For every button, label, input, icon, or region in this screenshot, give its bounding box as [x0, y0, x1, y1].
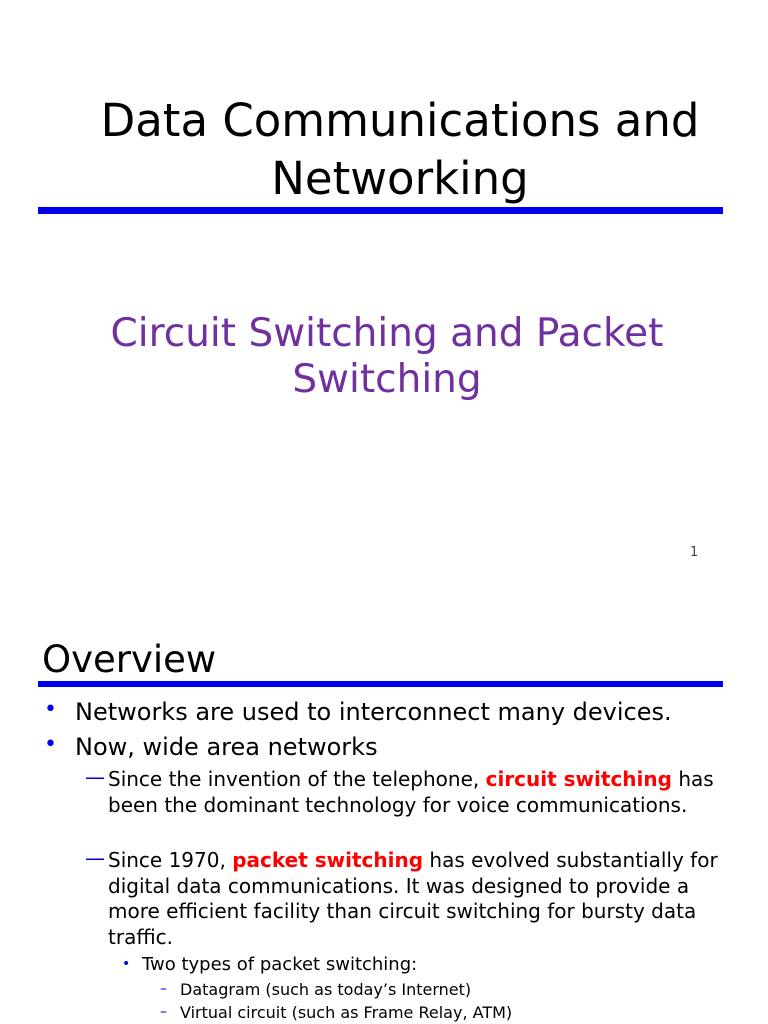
- slide-number: 1: [690, 545, 699, 560]
- slide-title-line2: Networking: [271, 152, 529, 205]
- level3-text: Two types of packet switching:: [142, 954, 418, 975]
- slide-subtitle-line1: Circuit Switching and Packet: [110, 311, 664, 356]
- level4-text: Datagram (such as today’s Internet): [180, 980, 472, 999]
- level4-item: [160, 1003, 513, 1023]
- dash-icon: –: [160, 1004, 167, 1020]
- slide-title-line1: Data Communications and: [100, 94, 700, 147]
- sub-bullet-text: Since the invention of the telephone,: [108, 767, 486, 791]
- bullet-icon: •: [44, 697, 57, 722]
- bullet-icon: •: [122, 956, 131, 972]
- level4-text: Virtual circuit (such as Frame Relay, ATM): [180, 1003, 513, 1022]
- sub-bullet-text: has been the dominant technology for voice communications.: [108, 767, 714, 817]
- dash-icon: —: [85, 765, 105, 789]
- overview-title: Overview: [42, 638, 217, 681]
- sub-bullet-circuit: [85, 765, 728, 818]
- overview-divider: [38, 681, 723, 687]
- slide-subtitle: [40, 311, 734, 403]
- slide-title: [40, 92, 760, 208]
- level3-item: [122, 954, 418, 976]
- highlight-circuit-switching: circuit switching: [485, 767, 672, 791]
- dash-icon: –: [160, 981, 167, 997]
- slide-subtitle-line2: Switching: [292, 357, 482, 402]
- bullet-icon: •: [44, 732, 57, 757]
- bullet-text: Networks are used to interconnect many devices.: [75, 698, 672, 726]
- level4-item: [160, 980, 472, 1000]
- overview-slide: [0, 590, 768, 1024]
- sub-bullet-text: has evolved substantially for digital data communications. It was designed to provide a more efficient facility than circuit switching for bursty data traffic.: [108, 848, 718, 949]
- bullet-item: [44, 697, 672, 727]
- dash-icon: —: [85, 846, 105, 870]
- bullet-text: Now, wide area networks: [75, 733, 378, 761]
- highlight-packet-switching: packet switching: [232, 848, 424, 872]
- sub-bullet-text: Since 1970,: [108, 848, 233, 872]
- title-divider: [38, 207, 723, 214]
- sub-bullet-packet: [85, 846, 728, 950]
- bullet-item: [44, 732, 378, 762]
